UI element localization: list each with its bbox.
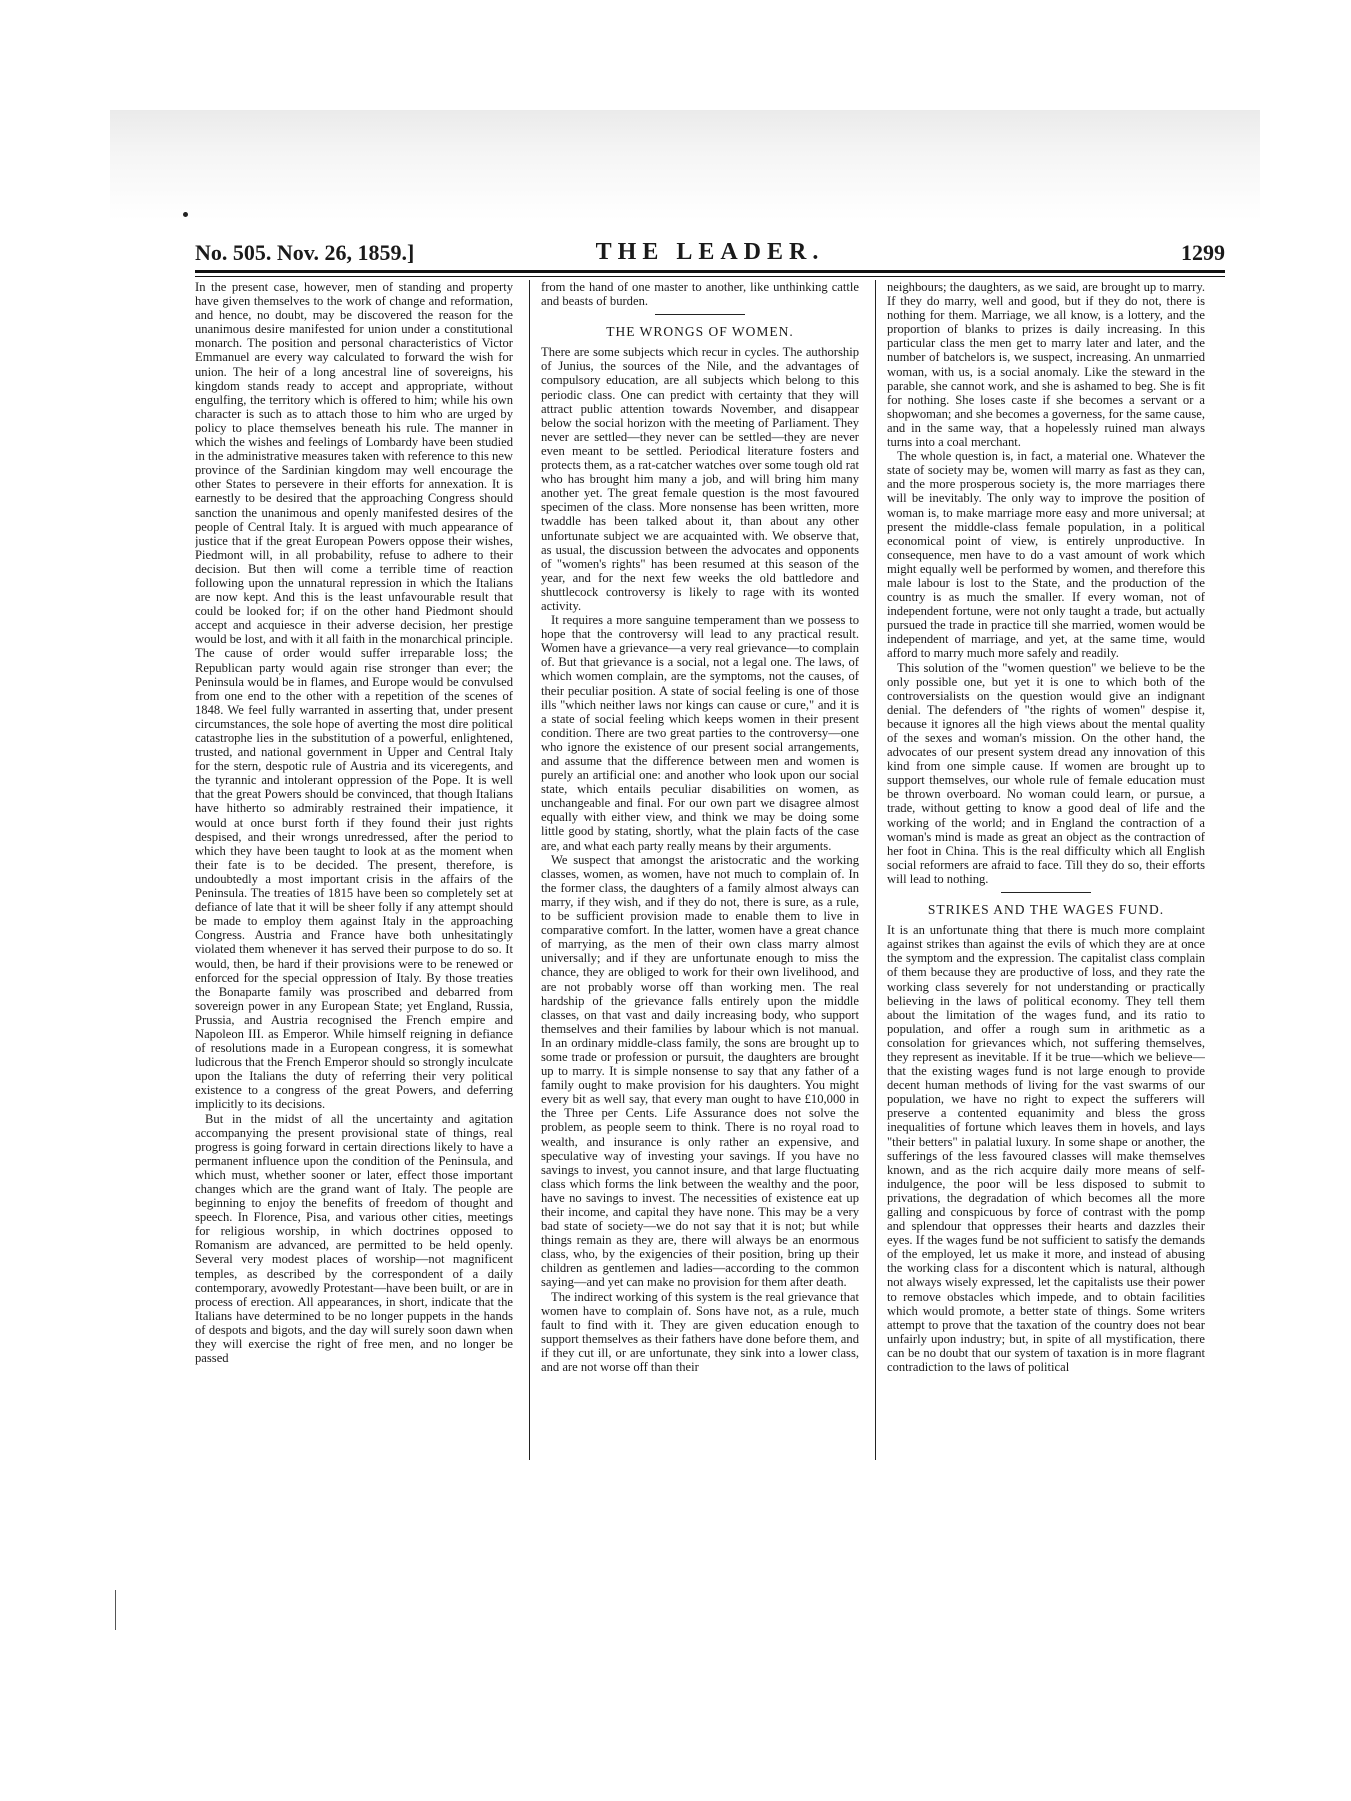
- column-3: [887, 280, 1205, 1460]
- paragraph: But in the midst of all the uncertainty and agitation accompanying the present provisional state of things, real progress is going forward in certain directions likely to have a permanent influence upon the condition of the Peninsula, and which must, whether sooner or later, effect those important changes which are the grand want of Italy. The people are beginning to enjoy the benefits of freedom of thought and speech. In Florence, Pisa, and various other cities, meetings for religious worship, in which doctrines opposed to Romanism are advanced, are permitted to be held openly. Several very modest places of worship—not magnificent temples, as described by the correspondent of a daily contemporary, avowedly Protestant—have been built, or are in process of erection. All appearances, in short, indicate that the Italians have determined to be no longer puppets in the hands of despots and bigots, and the day will surely soon dawn when they will exercise the right of free men, and no longer be passed: [195, 1111, 513, 1366]
- column-divider: [529, 280, 530, 1460]
- paragraph: It is an unfortunate thing that there is much more complaint against strikes than against the evils of which they are at once the symptom and the expression. The capitalist class complain of them because they are productive of loss, and they rate the working class severely for not understanding or practically believing in the laws of political economy. They tell them about the limitation of the wages fund, and its ratio to population, and offer a rough sum in arithmetic as a consolation for grievances which, not suffering themselves, they represent as inevitable. If it be true—which we believe—that the existing wages fund is not large enough to provide decent human methods of living for the vast swarms of our population, we have no right to expect the sufferers will preserve a contented equanimity and bless the gross inequalities of fortune which leaves them in hovels, and lays "their betters" in palatial luxury. In some shape or another, the sufferings of the less favoured classes will make themselves known, and as the rich acquire daily more means of self-indulgence, the poor will be less disposed to submit to privations, the degradation of which becomes all the more galling and conspicuous by force of contrast with the pomp and splendour that oppresses their hearts and dazzles their eyes. If the wages fund be not sufficient to satisfy the demands of the employed, let us make it more, and instead of abusing the working class for a discontent which is natural, although not always wisely expressed, let the capitalists use their power to remove obstacles which impede, and to obtain facilities which would promote, a better state of things. Some writers attempt to prove that the taxation of the country does not bear unfairly upon industry; but, in spite of all mystification, there can be no doubt that our system of taxation is in more flagrant contradiction to the laws of political: [887, 923, 1205, 1375]
- scan-smudge: [110, 110, 1260, 220]
- page-header: [195, 226, 1225, 266]
- column-2: [541, 280, 859, 1460]
- paragraph: from the hand of one master to another, like unthinking cattle and beasts of burden.: [541, 280, 859, 309]
- column-divider: [875, 280, 876, 1460]
- masthead-title: THE LEADER.: [595, 239, 825, 265]
- header-rule: [195, 270, 1225, 273]
- section-rule: [1001, 892, 1091, 893]
- section-rule: [655, 314, 745, 315]
- issue-date: No. 505. Nov. 26, 1859.]: [195, 240, 415, 265]
- paragraph: The indirect working of this system is the real grievance that women have to complain of. Sons have not, as a rule, much fault to find with it. They are given education enough to support themselves as their fathers have done before them, and if they cut ill, or are unfortunate, they sink into a lower class, and are not worse off than their: [541, 1289, 859, 1375]
- paragraph: The whole question is, in fact, a material one. Whatever the state of society may be, women will marry as fast as they can, and the more prosperous society is, the more marriages there will be inevitably. The only way to improve the position of woman is, to make marriage more easy and more universal; at present the middle-class female population, in a political economical point of view, is entirely unproductive. In consequence, men have to do a vast amount of work which might equally well be performed by women, and therefore this male labour is lost to the State, and the production of the country is as much the smaller. If every woman, not of independent fortune, were not only taught a trade, but actually pursued the trade in practice till she married, women would be independent of marriage, and yet, at the same time, would afford to marry much more safely and readily.: [887, 449, 1205, 661]
- margin-mark: [115, 1590, 116, 1630]
- ink-dot: [183, 212, 188, 217]
- paragraph: This solution of the "women question" we believe to be the only possible one, but yet it is one to which both of the controversialists on the question would give an indignant denial. The defenders of "the rights of women" despise it, because it ignores all the high views about the mental quality of the sexes and woman's mission. On the other hand, the advocates of our present system dread any innovation of this kind from one simple cause. If women are brought up to support themselves, our whole rule of female education must be thrown overboard. No woman could learn, or pursue, a trade, without getting to know a good deal of life and the working of the world; and in England the contraction of a woman's mind is made as great an object as the contraction of her foot in China. This is the real difficulty which all English social reformers are afraid to face. Till they do so, their efforts will lead to nothing.: [887, 660, 1205, 886]
- column-1: [195, 280, 513, 1460]
- paragraph: In the present case, however, men of standing and property have given themselves to the work of change and reformation, and hence, no doubt, may be discovered the reason for the unanimous desire manifested for union under a constitutional monarch. The position and personal characteristics of Victor Emmanuel are every way calculated to forward the wish for union. The heir of a long ancestral line of sovereigns, his kingdom stands ready to accept and appropriate, without engulfing, the territory which is offered to him; while his own character is such as to attach those to him who are urged by policy to place themselves beneath his rule. The manner in which the wishes and feelings of Lombardy have been studied in the administrative measures taken with reference to this new province of the Sardinian kingdom may well encourage the other States to persevere in their efforts for annexation. It is earnestly to be desired that the approaching Congress should sanction the unanimous and openly manifested desires of the people of Central Italy. It is argued with much appearance of justice that if the great European Powers oppose their wishes, Piedmont will, in all probability, refuse to adhere to their decision. But then will come a terrible time of reaction following upon the unnatural repression in which the Italians are now kept. And this is the least unfavourable result that could be looked for; if on the other hand Piedmont should accept and acquiesce in their adverse decision, her prestige would be lost, and with it all faith in the monarchical principle. The cause of order would suffer irreparable loss; the Republican party would again rise stronger than ever; the Peninsula would be in flames, and Europe would be convulsed from one end to the other with a repetition of the scenes of 1848. We feel fully warranted in asserting that, under present circumstances, the sole hope of averting the most dire political catastrophe lies in the substitution of a powerful, enlightened, trusted, and national government in Upper and Central Italy for the stern, despotic rule of Austria and its viceregents, and the tyrannic and intolerant oppression of the Pope. It is well that the great Powers should be convinced, that though Italians have hitherto so admirably restrained their impatience, it would at once burst forth if they found their just rights despised, and their wrongs unredressed, after the period to which they have been taught to look at as the moment when their fate is to be decided. The present, therefore, is undoubtedly a most important crisis in the affairs of the Peninsula. The treaties of 1815 have been so completely set at defiance of late that it will be sheer folly if any attempt should be made to employ them against Italy in the approaching Congress. Austria and France have both unhesitatingly violated them whenever it has served their purpose to do so. It would, then, be hard if their provisions were to be renewed or enforced for the special oppression of Italy. By those treaties the Bonaparte family was proscribed and debarred from sovereign power in any European State; yet England, Russia, Prussia, and Austria recognised the French empire and Napoleon III. as Emperor. While himself reigning in defiance of resolutions made in a European congress, it is somewhat ludicrous that the French Emperor should so strongly inculcate upon the Italians the duty of referring their very political existence to a congress of the great Powers, and deferring implicitly to its decisions.: [195, 280, 513, 1112]
- article-headline: THE WRONGS OF WOMEN.: [606, 324, 794, 340]
- paragraph: neighbours; the daughters, as we said, are brought up to marry. If they do marry, well and good, but if they do not, there is nothing for them. Marriage, we all know, is a lottery, and the proportion of blanks to prizes is daily increasing. In this particular class the men get to marry later and later, and the number of batchelors is, we suspect, increasing. An unmarried woman, with us, is a social anomaly. Like the steward in the parable, she cannot work, and she is ashamed to beg. She is fit for nothing. She loses caste if she becomes a servant or a shopwoman; and she becomes a governess, for the same cause, and in the same way, that a hopelessly ruined man always turns into a coal merchant.: [887, 280, 1205, 450]
- paragraph: It requires a more sanguine temperament than we possess to hope that the controversy will lead to any practical result. Women have a grievance—a very real grievance—to complain of. But that grievance is a social, not a legal one. The laws, of which women complain, are the symptoms, not the causes, of their peculiar position. A state of social feeling is one of those ills "which neither laws nor kings can cause or cure," and it is a state of social feeling which keeps women in their present condition. There are two great parties to the controversy—one who ignore the existence of our present social arrangements, and assume that the difference between men and women is purely an artificial one: and another who look upon our social state, which entails peculiar disabilities on women, as unchangeable and final. For our own part we disagree almost equally with either view, and think we may be doing some little good by stating, shortly, what the plain facts of the case are, and what each party really means by their arguments.: [541, 613, 859, 853]
- paragraph: There are some subjects which recur in cycles. The authorship of Junius, the sources of the Nile, and the advantages of compulsory education, are all subjects which belong to this periodic class. One can predict with certainty that they will attract public attention towards November, and disappear below the social horizon with the meeting of Parliament. They never are settled—they never can be settled—they are never even meant to be settled. Periodical literature fosters and protects them, as a rat-catcher watches over some tough old rat who has brought him many a job, and will bring him many another yet. The great female question is the most favoured specimen of the class. More nonsense has been written, more twaddle has been talked about it, than about any other unfortunate subject we are acquainted with. We observe that, as usual, the discussion between the advocates and opponents of "women's rights" has been resumed at this season of the year, and for the next few weeks the old battledore and shuttlecock controversy is likely to rage with its wonted activity.: [541, 345, 859, 613]
- paragraph: We suspect that amongst the aristocratic and the working classes, women, as women, have not much to complain of. In the former class, the daughters of a family almost always can marry, if they wish, and if they do not, there is sure, as a rule, to be sufficient provision made to enable them to live in comparative comfort. In the latter, women have a great chance of marrying, as the men of their own class marry almost universally; and if they are unfortunate enough to miss the chance, they are obliged to work for their own livelihood, and are not probably worse off than working men. The real hardship of the grievance falls entirely upon the middle classes, on that vast and daily increasing body, who support themselves and their families by labour which is not manual. In an ordinary middle-class family, the sons are brought up to some trade or profession or pursuit, the daughters are brought up to marry. It is simple nonsense to say that any father of a family ought to make provision for his daughters. You might every bit as well say, that every man ought to have £10,000 in the Three per Cents. Life Assurance does not solve the problem, as people seem to think. There is no royal road to wealth, and insurance is only rather an expensive, and speculative way of investing your savings. If you have no savings to invest, you cannot insure, and that large fluctuating class which forms the link between the wealthy and the poor, have no savings to invest. The necessities of existence eat up their income, and capital they have none. This may be a very bad state of society—we do not say that it is not; but while things remain as they are, there will always be an enormous class, who, by the exigencies of their position, bring up their children as gentlemen and ladies—according to the common saying—and yet can make no provision for them after death.: [541, 852, 859, 1290]
- header-rule-thin: [195, 276, 1225, 277]
- page-number: 1299: [1180, 240, 1225, 265]
- article-headline: STRIKES AND THE WAGES FUND.: [927, 902, 1165, 918]
